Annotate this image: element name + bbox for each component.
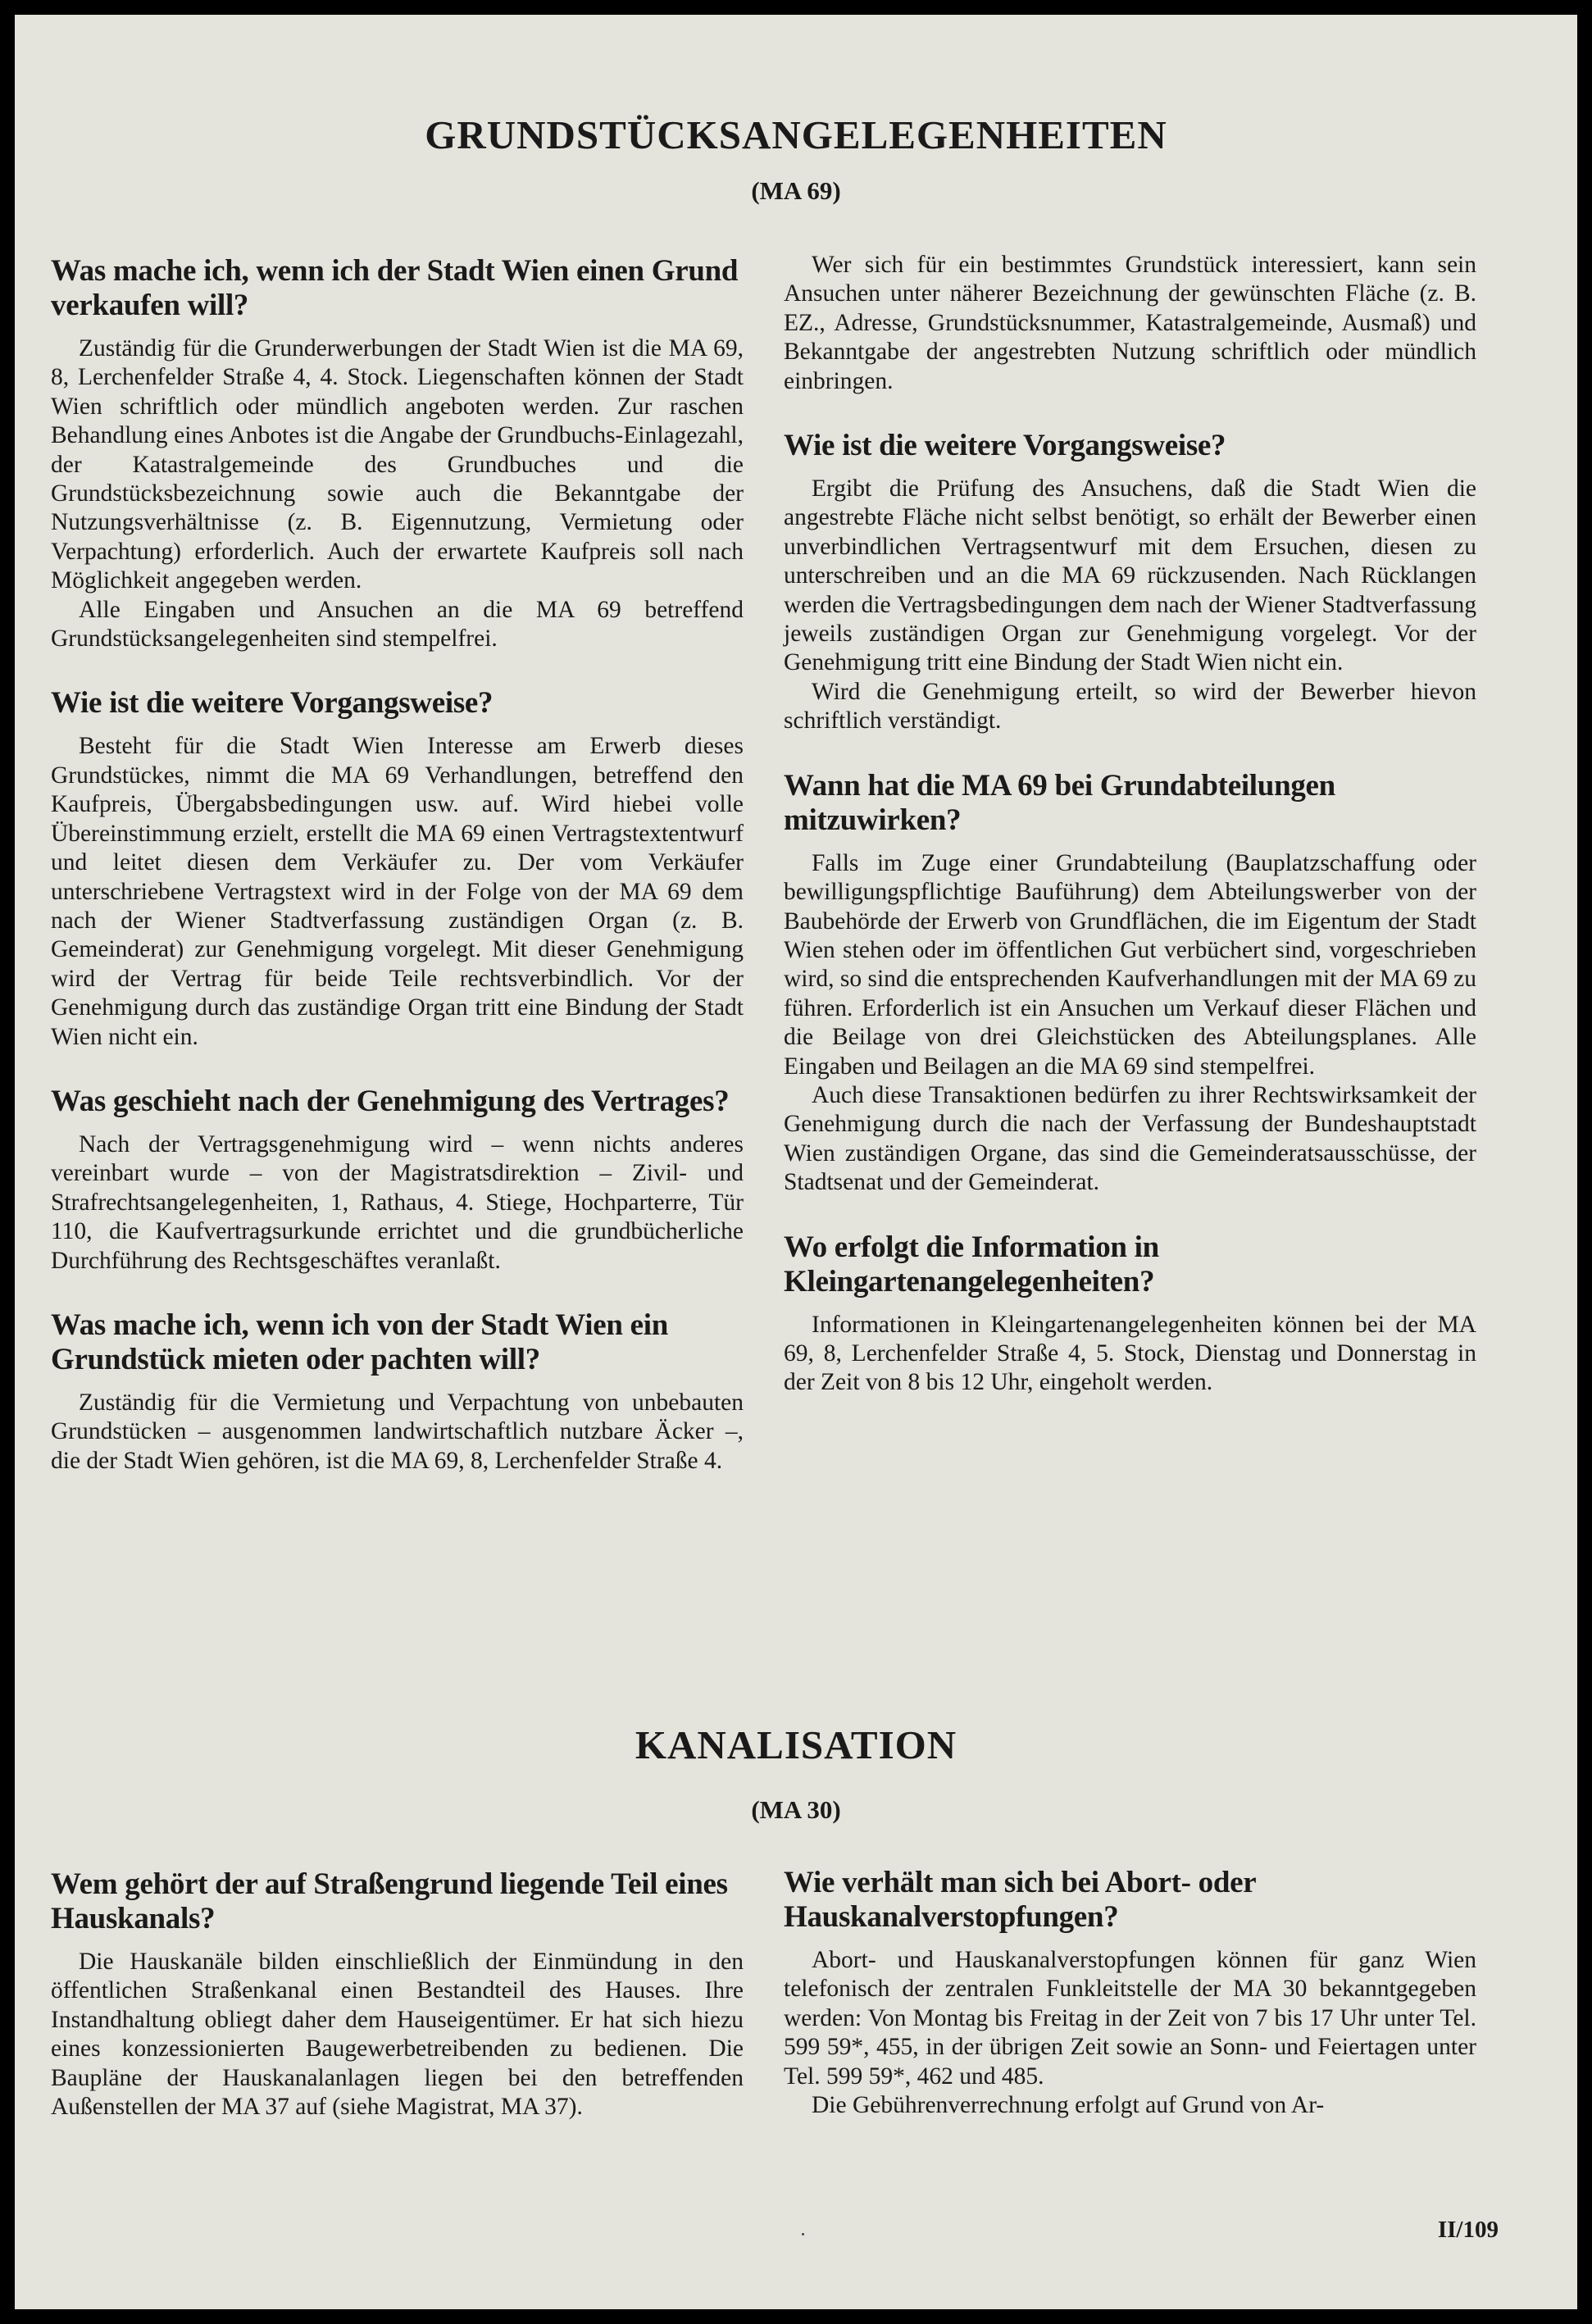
section-subtitle-ma69: (MA 69) [751,176,841,205]
answer-paragraph: Ergibt die Prüfung des Ansuchens, daß die Stadt Wien die angestrebte Fläche nicht selbst benötigt, so erhält der Bewerber einen unverbindlichen Vertragsentwurf mit dem Ersuchen, diesen zu unterschreiben und an die MA 69 rückzusenden. Nach Rücklangen werden die Vertragsbedingungen dem nach der Wiener Stadtverfassung jeweils zuständigen Organ zur Genehmigung vorgelegt. Vor der Genehmigung tritt eine Bindung der Stadt Wien nicht ein. [784,475,1476,676]
question-heading: Wie ist die weitere Vorgangsweise? [784,429,1226,463]
question-heading: Was mache ich, wenn ich der Stadt Wien einen Grund verkaufen will? [51,254,739,322]
answer-paragraph: Zuständig für die Vermietung und Verpachtung von unbebauten Grundstücken – ausgenommen landwirtschaftlich nutzbare Äcker –, die der Stadt Wien gehören, ist die MA 69, 8, Lerchenfelder Straße 4. [51,1389,744,1474]
answer-paragraph: Besteht für die Stadt Wien Interesse am Erwerb dieses Grundstückes, nimmt die MA 69 Verhandlungen, betreffend den Kaufpreis, Übergabsbedingungen usw. auf. Wird hiebei volle Übereinstimmung erzielt, erstellt die MA 69 einen Vertragstextentwurf und leitet diesen dem Verkäufer zu. Der vom Verkäufer unterschriebene Vertragstext wird in der Folge von der MA 69 dem nach der Wiener Stadtverfassung zuständigen Organ (z. B. Gemeinderat) zur Genehmigung vorgelegt. Mit dieser Genehmigung wird der Vertrag für beide Teile rechtsverbindlich. Vor der Genehmigung durch das zuständige Organ tritt eine Bindung der Stadt Wien nicht ein. [51,733,744,1050]
answer-paragraph: Informationen in Kleingartenangelegenheiten können bei der MA 69, 8, Lerchenfelder Straße 4, 5. Stock, Dienstag und Donnerstag in der Zeit von 8 bis 12 Uhr, eingeholt werden. [784,1311,1476,1396]
answer-paragraph: Falls im Zuge einer Grundabteilung (Bauplatzschaffung oder bewilligungspflichtige Bauführung) dem Abteilungswerber von der Baubehörde der Erwerb von Grundflächen, die im Eigentum der Stadt Wien stehen oder im öffentlichen Gut verbüchert sind, vorgeschrieben wird, so sind die entsprechenden Kaufverhandlungen mit der MA 69 zu führen. Erforderlich ist ein Ansuchen um Verkauf dieser Flächen und die Beilage von drei Gleichstücken des Abteilungsplanes. Alle Eingaben und Beilagen an die MA 69 sind stempelfrei. [784,849,1476,1080]
answer-paragraph: Auch diese Transaktionen bedürfen zu ihrer Rechtswirksamkeit der Genehmigung durch die nach der Verfassung der Bundeshauptstadt Wien zuständigen Organe, das sind die Gemeinderatsausschüsse, der Stadtsenat und der Gemeinderat. [784,1081,1476,1196]
section1-left-column [51,254,744,1476]
document-page [15,15,1577,2309]
answer-paragraph: Abort- und Hauskanalverstopfungen können für ganz Wien telefonisch der zentralen Funkleitstelle der MA 30 bekanntgegeben werden: Von Montag bis Freitag in der Zeit von 7 bis 17 Uhr unter Tel. 599 59*, 455, in der übrigen Zeit sowie an Sonn- und Feiertagen unter Tel. 599 59*, 462 und 485. [784,1947,1476,2090]
answer-paragraph: Wird die Genehmigung erteilt, so wird der Bewerber hievon schriftlich verständigt. [784,678,1476,734]
answer-paragraph: Die Gebührenverrechnung erfolgt auf Grund von Ar- [812,2092,1325,2119]
question-heading: Was mache ich, wenn ich von der Stadt Wien ein Grundstück mieten oder pachten will? [51,1308,669,1376]
question-heading: Wie verhält man sich bei Abort- oder Hauskanalverstopfungen? [784,1866,1256,1934]
answer-paragraph: Alle Eingaben und Ansuchen an die MA 69 betreffend Grundstücksangelegenheiten sind stempelfrei. [51,596,744,653]
answer-paragraph: Zuständig für die Grunderwerbungen der Stadt Wien ist die MA 69, 8, Lerchenfelder Straße 4, 4. Stock. Liegenschaften können der Stadt Wien schriftlich oder mündlich angeboten werden. Zur raschen Behandlung eines Anbotes ist die Angabe der Grundbuchs-Einlagezahl, der Katastralgemeinde des Grundbuches und die Grundstücksbezeichnung sowie auch die Bekanntgabe der Nutzungsverhältnisse (z. B. Eigennutzung, Vermietung oder Verpachtung) erforderlich. Auch der erwartete Kaufpreis soll nach Möglichkeit angegeben werden. [51,335,744,594]
speck-dot [802,2233,804,2235]
section-title-grundstuecke: GRUNDSTÜCKSANGELEGENHEITEN [425,112,1167,157]
page-number: II/109 [1437,2217,1499,2243]
question-heading: Wo erfolgt die Information in Kleingartenangelegenheiten? [784,1230,1159,1298]
question-heading: Was geschieht nach der Genehmigung des Vertrages? [51,1084,730,1118]
answer-paragraph: Wer sich für ein bestimmtes Grundstück interessiert, kann sein Ansuchen unter näherer Bezeichnung der gewünschten Fläche (z. B. EZ., Adresse, Grundstücksnummer, Katastralgemeinde, Ausmaß) und Bekanntgabe der angestrebten Nutzung schriftlich oder mündlich einbringen. [784,252,1476,394]
section2-left-column [51,1867,744,2122]
answer-paragraph: Die Hauskanäle bilden einschließlich der Einmündung in den öffentlichen Straßenkanal einen Bestandteil des Hauses. Ihre Instandhaltung obliegt daher dem Hauseigentümer. Er hat sich hiezu eines konzessionierten Baugewerbetreibenden zu bedienen. Die Baupläne der Hauskanalanlagen liegen bei den betreffenden Außenstellen der MA 37 auf (siehe Magistrat, MA 37). [51,1949,744,2121]
section-subtitle-ma30: (MA 30) [751,1795,841,1824]
question-heading: Wann hat die MA 69 bei Grundabteilungen mitzuwirken? [784,768,1335,837]
answer-paragraph: Nach der Vertragsgenehmigung wird – wenn nichts anderes vereinbart wurde – von der Magistratsdirektion – Zivil- und Strafrechtsangelegenheiten, 1, Rathaus, 4. Stiege, Hochparterre, Tür 110, die Kaufvertragsurkunde errichtet und die grundbücherliche Durchführung des Rechtsgeschäftes veranlaßt. [51,1130,744,1274]
question-heading: Wem gehört der auf Straßengrund liegende Teil eines Hauskanals? [51,1867,728,1935]
section2-right-column [784,1866,1476,2120]
section-title-kanalisation: KANALISATION [635,1722,957,1767]
question-heading: Wie ist die weitere Vorgangsweise? [51,686,494,721]
section1-right-column [784,251,1476,1398]
